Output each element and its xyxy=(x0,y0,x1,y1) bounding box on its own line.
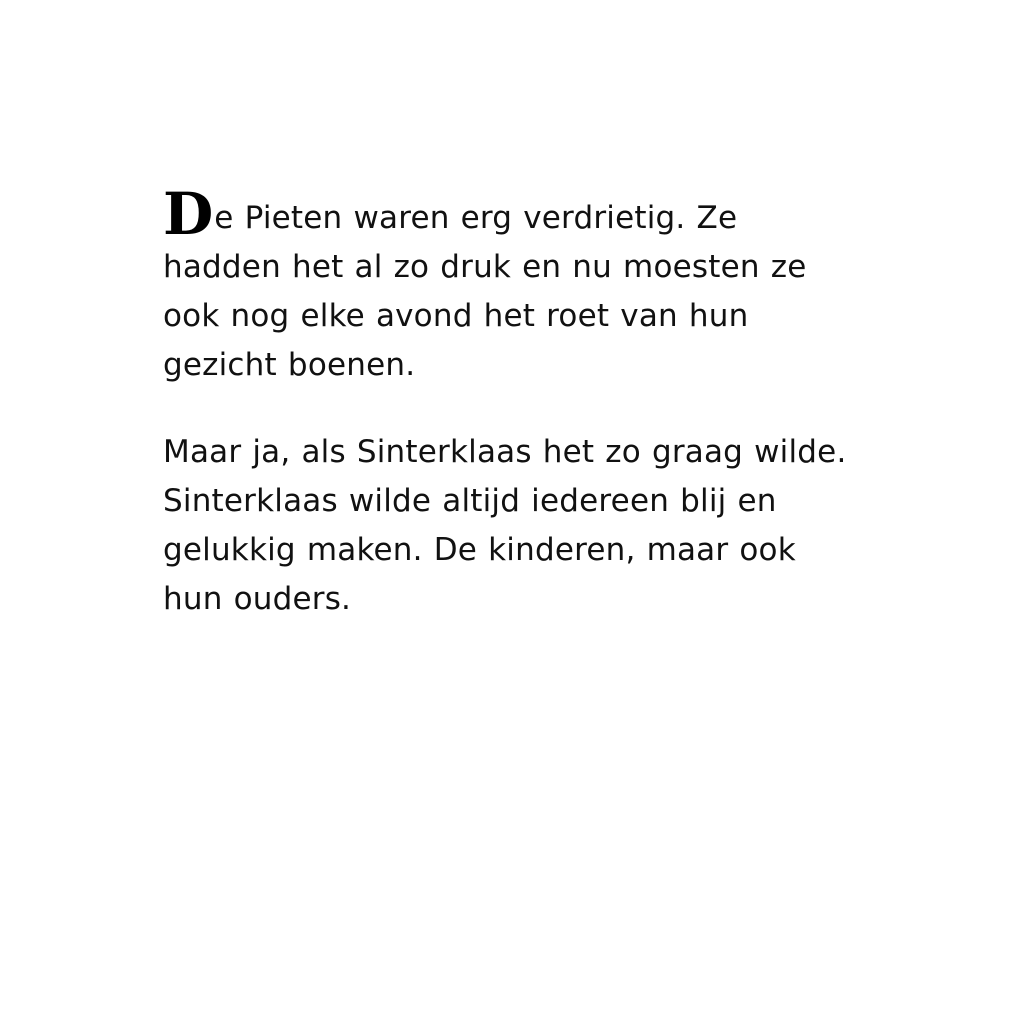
text-column xyxy=(163,180,853,624)
paragraph-1 xyxy=(163,180,853,390)
paragraph-1-text: e Pieten waren erg verdrietig. Ze hadden het al zo druk en nu moesten ze ook nog elke avond het roet van hun gezicht boenen. xyxy=(163,200,807,383)
drop-cap-letter: D xyxy=(163,180,214,248)
paragraph-2-text: Maar ja, als Sinterklaas het zo graag wilde. Sinterklaas wilde altijd iedereen blij en gelukkig maken. De kinderen, maar ook hun ouders. xyxy=(163,434,847,617)
paragraph-2 xyxy=(163,428,853,624)
